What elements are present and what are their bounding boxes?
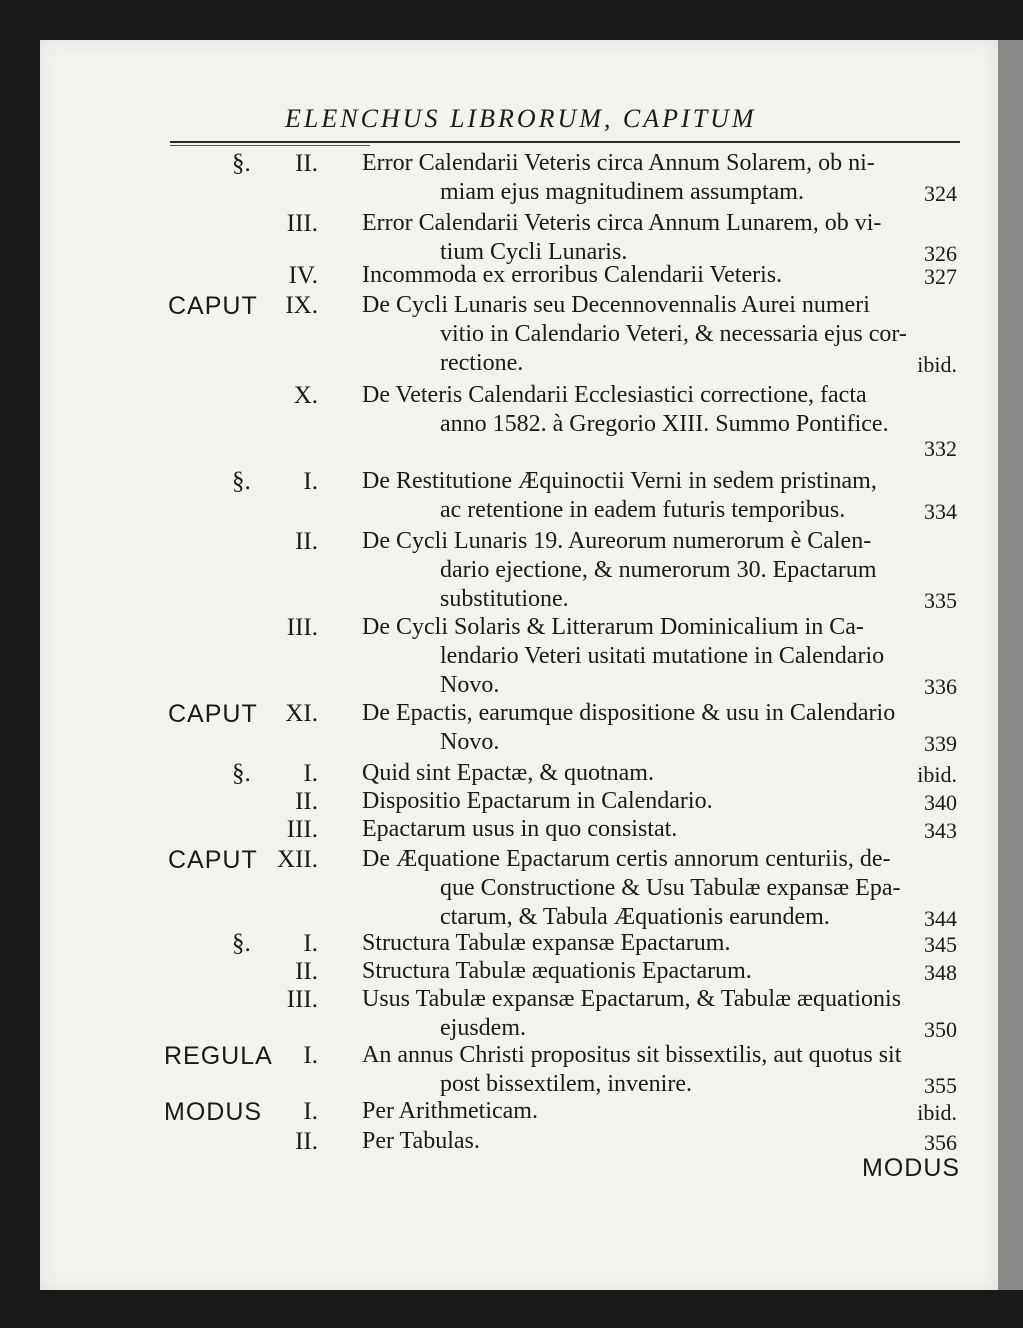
running-header: ELENCHUS LIBRORUM, CAPITUM <box>285 104 757 133</box>
entry-text-line: Error Calendarii Veteris circa Annum Lunarem, ob vi- <box>362 210 882 236</box>
entry-text-line: que Constructione & Usu Tabulæ expansæ Epa- <box>440 875 901 901</box>
page-number: ibid. <box>917 762 957 787</box>
entry-text-line: substitutione. <box>440 586 569 612</box>
entry-number: I. <box>303 1042 318 1069</box>
entry-label: §. <box>232 760 251 787</box>
page-number: ibid. <box>917 352 957 377</box>
entry-number: II. <box>295 788 318 815</box>
entry-text-line: Per Arithmeticam. <box>362 1098 538 1124</box>
entry-text-line: ejusdem. <box>440 1015 526 1041</box>
entry-number: X. <box>293 382 318 409</box>
header-rule <box>170 141 960 143</box>
entry-text-line: De Epactis, earumque dispositione & usu in Calendario <box>362 700 896 726</box>
page-number: 340 <box>924 790 957 815</box>
entry-text-line: De Veteris Calendarii Ecclesiastici correctione, facta <box>362 382 867 408</box>
entry-text-line: De Æquatione Epactarum certis annorum centuriis, de- <box>362 846 891 872</box>
page-number: 344 <box>924 906 957 931</box>
entry-text-line: De Cycli Lunaris 19. Aureorum numerorum è Calen- <box>362 528 872 554</box>
page-number: 348 <box>924 960 957 985</box>
entry-text-line: Incommoda ex erroribus Calendarii Veteris. <box>362 262 783 288</box>
entry-number: II. <box>295 1128 318 1155</box>
page-number: 345 <box>924 932 957 957</box>
entry-number: III. <box>286 614 318 641</box>
entry-text-line: Epactarum usus in quo consistat. <box>362 816 678 842</box>
entry-text-line: Novo. <box>440 729 500 755</box>
entry-text-line: Error Calendarii Veteris circa Annum Solarem, ob ni- <box>362 150 875 176</box>
page-number: ibid. <box>917 1100 957 1125</box>
entry-number: II. <box>295 528 318 555</box>
entry-number: II. <box>295 958 318 985</box>
entry-label: §. <box>232 468 251 495</box>
page-number: 355 <box>924 1073 957 1098</box>
entry-label: §. <box>232 930 251 957</box>
page-number: 336 <box>924 674 957 699</box>
page-number: 350 <box>924 1017 957 1042</box>
entry-text-line: An annus Christi propositus sit bissextilis, aut quotus sit <box>362 1042 902 1068</box>
entry-number: XII. <box>277 846 318 873</box>
page-edge <box>998 40 1023 1290</box>
entry-number: I. <box>303 930 318 957</box>
entry-text-line: miam ejus magnitudinem assumptam. <box>440 179 804 205</box>
entry-text-line: De Cycli Solaris & Litterarum Dominicalium in Ca- <box>362 614 864 640</box>
entry-number: III. <box>286 210 318 237</box>
entry-text-line: ctarum, & Tabula Æquationis earundem. <box>440 904 830 930</box>
page-number: 332 <box>924 436 957 461</box>
entry-label: §. <box>232 150 251 177</box>
entry-text-line: ac retentione in eadem futuris temporibus. <box>440 497 846 523</box>
entry-text-line: dario ejectione, & numerorum 30. Epactarum <box>440 557 877 583</box>
entry-number: IX. <box>285 292 318 319</box>
entry-text-line: anno 1582. à Gregorio XIII. Summo Pontifice. <box>440 411 889 437</box>
entry-text-line: Structura Tabulæ expansæ Epactarum. <box>362 930 731 956</box>
entry-text-line: tium Cycli Lunaris. <box>440 239 628 265</box>
entry-number: XI. <box>285 700 318 727</box>
catchword: MODUS <box>862 1154 961 1182</box>
entry-text-line: Dispositio Epactarum in Calendario. <box>362 788 713 814</box>
page-number: 324 <box>924 181 957 206</box>
entry-label: CAPUT <box>168 846 258 874</box>
entry-text-line: Quid sint Epactæ, & quotnam. <box>362 760 654 786</box>
entry-number: I. <box>303 760 318 787</box>
entry-text-line: post bissextilem, invenire. <box>440 1071 692 1097</box>
entry-number: I. <box>303 468 318 495</box>
entry-text-line: vitio in Calendario Veteri, & necessaria ejus cor- <box>440 321 907 347</box>
page-number: 335 <box>924 588 957 613</box>
entry-label: REGULA <box>164 1042 273 1070</box>
page-number: 326 <box>924 241 957 266</box>
entry-label: MODUS <box>164 1098 263 1126</box>
entry-text-line: Structura Tabulæ æquationis Epactarum. <box>362 958 752 984</box>
entry-label: CAPUT <box>168 292 258 320</box>
page-number: 339 <box>924 731 957 756</box>
entry-label: CAPUT <box>168 700 258 728</box>
entry-text-line: rectione. <box>440 350 524 376</box>
entry-number: I. <box>303 1098 318 1125</box>
header-rule-thin <box>170 145 370 146</box>
entry-text-line: Per Tabulas. <box>362 1128 480 1154</box>
entry-text-line: Novo. <box>440 672 500 698</box>
page-number: 334 <box>924 499 957 524</box>
page-number: 356 <box>924 1130 957 1155</box>
entry-number: IV. <box>288 262 318 289</box>
entry-number: II. <box>295 150 318 177</box>
entry-number: III. <box>286 816 318 843</box>
page-number: 343 <box>924 818 957 843</box>
entry-text-line: lendario Veteri usitati mutatione in Calendario <box>440 643 885 669</box>
entry-text-line: De Restitutione Æquinoctii Verni in sedem pristinam, <box>362 468 877 494</box>
page-number: 327 <box>924 264 957 289</box>
entry-number: III. <box>286 986 318 1013</box>
entry-text-line: De Cycli Lunaris seu Decennovennalis Aurei numeri <box>362 292 870 318</box>
entry-text-line: Usus Tabulæ expansæ Epactarum, & Tabulæ æquationis <box>362 986 902 1012</box>
